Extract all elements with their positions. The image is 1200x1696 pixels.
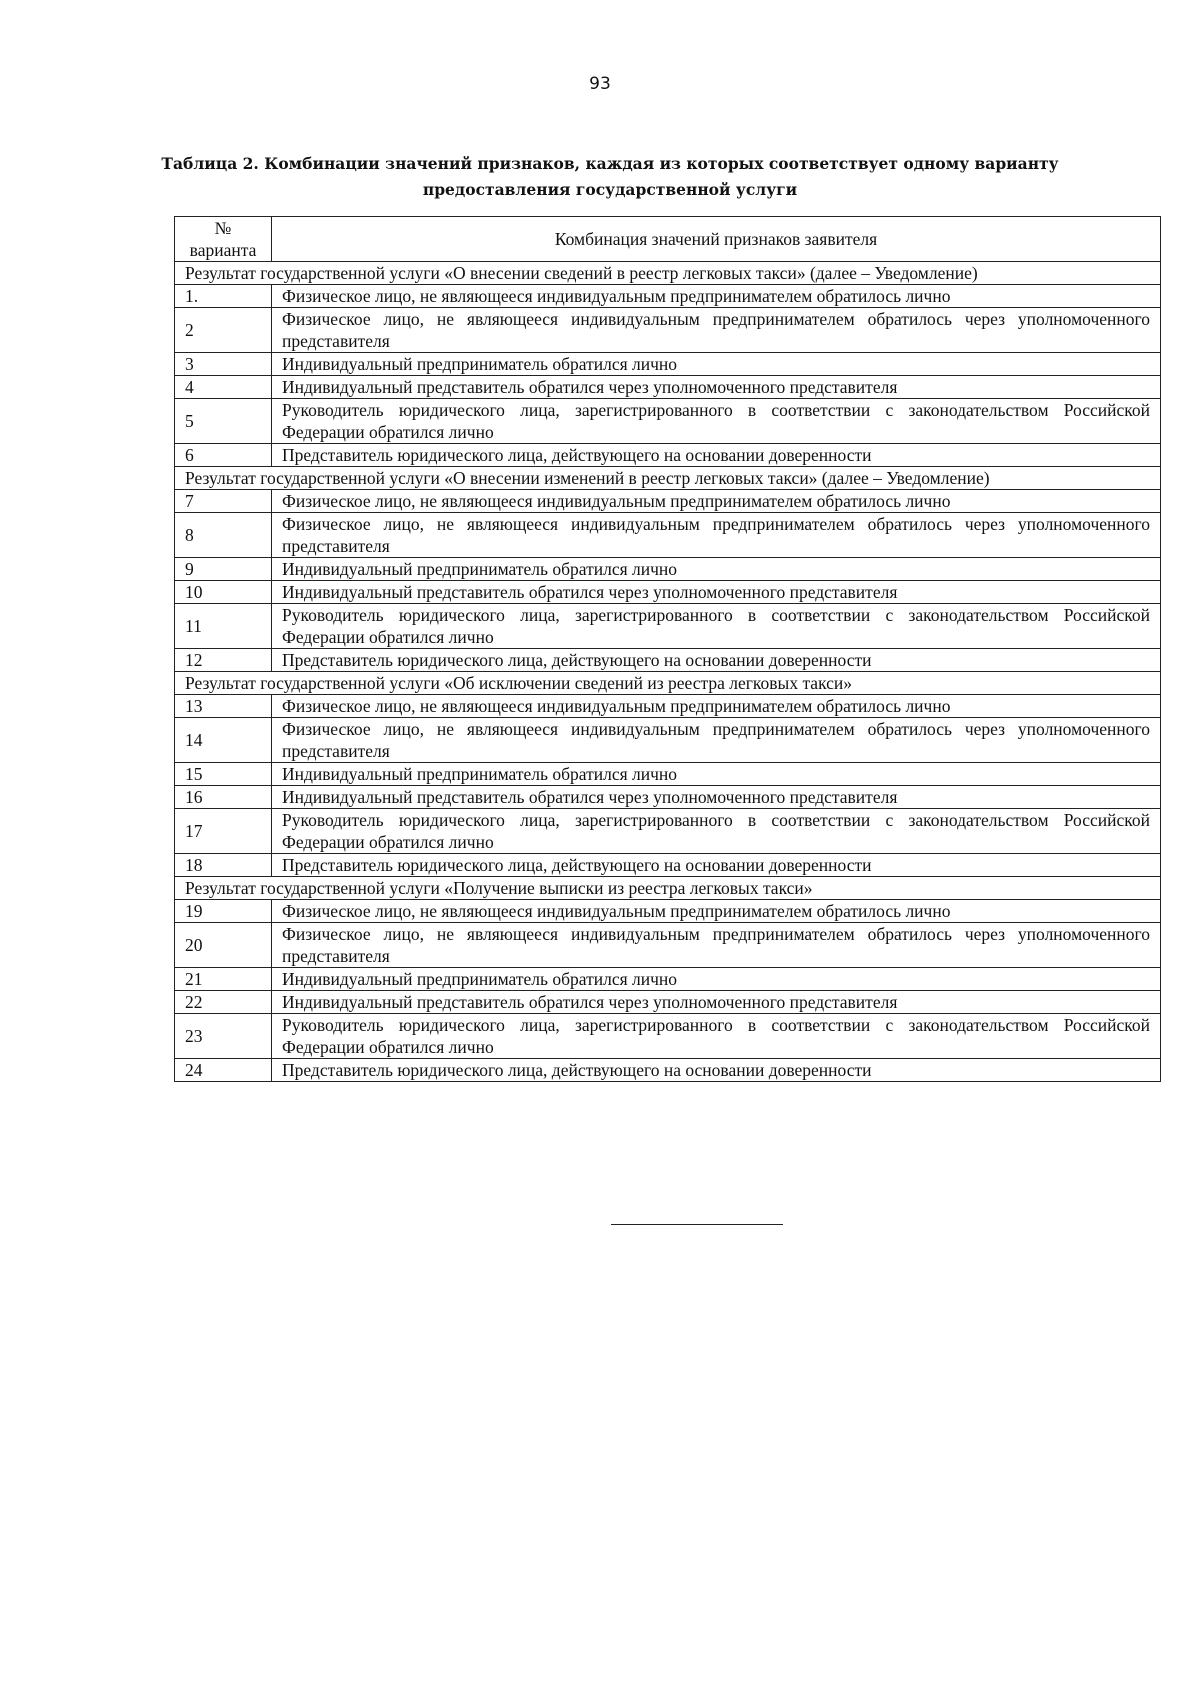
table-row: [175, 353, 1161, 376]
variant-description: Физическое лицо, не являющееся индивидуальным предпринимателем обратилось лично: [272, 490, 1161, 513]
table-row: [175, 604, 1161, 649]
variant-description: Физическое лицо, не являющееся индивидуальным предпринимателем обратилось через уполномоченного представителя: [272, 718, 1161, 763]
variant-number: 18: [175, 854, 272, 877]
variant-number: 24: [175, 1059, 272, 1082]
table-row: [175, 809, 1161, 854]
variant-description: Представитель юридического лица, действующего на основании доверенности: [272, 444, 1161, 467]
table-row: [175, 399, 1161, 444]
section-row: [175, 672, 1161, 695]
variant-number: 4: [175, 376, 272, 399]
table-row: [175, 718, 1161, 763]
table-row: [175, 1059, 1161, 1082]
variant-number: 8: [175, 513, 272, 558]
variant-description: Индивидуальный предприниматель обратился лично: [272, 353, 1161, 376]
table-row: [175, 376, 1161, 399]
variant-number: 13: [175, 695, 272, 718]
table-row: [175, 285, 1161, 308]
variant-number: 20: [175, 923, 272, 968]
variant-description: Физическое лицо, не являющееся индивидуальным предпринимателем обратилось лично: [272, 695, 1161, 718]
variant-description: Индивидуальный предприниматель обратился лично: [272, 558, 1161, 581]
variant-number: 3: [175, 353, 272, 376]
variant-number: 17: [175, 809, 272, 854]
variant-description: Руководитель юридического лица, зарегистрированного в соответствии с законодательством Российской Федерации обратился лично: [272, 809, 1161, 854]
table-row: [175, 308, 1161, 353]
table-row: [175, 490, 1161, 513]
variant-number: 5: [175, 399, 272, 444]
table-row: [175, 1014, 1161, 1059]
section-row: [175, 877, 1161, 900]
header-variant-word: варианта: [189, 240, 257, 260]
table-row: [175, 649, 1161, 672]
variant-number: 1.: [175, 285, 272, 308]
table-row: [175, 444, 1161, 467]
variants-table: [174, 216, 1161, 1082]
variant-number: 12: [175, 649, 272, 672]
variant-number: 23: [175, 1014, 272, 1059]
header-number-sign: №: [214, 218, 232, 238]
variant-description: Индивидуальный предприниматель обратился лично: [272, 968, 1161, 991]
variant-description: Физическое лицо, не являющееся индивидуальным предпринимателем обратилось лично: [272, 900, 1161, 923]
section-title: Результат государственной услуги «Об исключении сведений из реестра легковых такси»: [175, 672, 1161, 695]
page-number: 93: [589, 74, 611, 94]
variant-number: 2: [175, 308, 272, 353]
table-row: [175, 513, 1161, 558]
variant-description: Физическое лицо, не являющееся индивидуальным предпринимателем обратилось через уполномоченного представителя: [272, 923, 1161, 968]
table-header-row: [175, 217, 1161, 262]
variant-number: 15: [175, 763, 272, 786]
variant-number: 11: [175, 604, 272, 649]
table-row: [175, 581, 1161, 604]
table-row: [175, 968, 1161, 991]
table-row: [175, 991, 1161, 1014]
table-row: [175, 900, 1161, 923]
table-row: [175, 786, 1161, 809]
table-row: [175, 763, 1161, 786]
variant-number: 14: [175, 718, 272, 763]
section-title: Результат государственной услуги «О внесении сведений в реестр легковых такси» (далее – Уведомление): [175, 262, 1161, 285]
variant-number: 19: [175, 900, 272, 923]
table-row: [175, 695, 1161, 718]
table-row: [175, 854, 1161, 877]
variant-description: Индивидуальный предприниматель обратился лично: [272, 763, 1161, 786]
variant-description: Руководитель юридического лица, зарегистрированного в соответствии с законодательством Российской Федерации обратился лично: [272, 604, 1161, 649]
section-row: [175, 467, 1161, 490]
variants-table-body: [175, 217, 1161, 1082]
variant-description: Представитель юридического лица, действующего на основании доверенности: [272, 649, 1161, 672]
table-row: [175, 558, 1161, 581]
variant-description: Представитель юридического лица, действующего на основании доверенности: [272, 854, 1161, 877]
header-variant-number: [175, 217, 272, 262]
variant-description: Индивидуальный представитель обратился через уполномоченного представителя: [272, 376, 1161, 399]
variant-number: 6: [175, 444, 272, 467]
variant-description: Физическое лицо, не являющееся индивидуальным предпринимателем обратилось через уполномоченного представителя: [272, 308, 1161, 353]
variant-number: 22: [175, 991, 272, 1014]
variant-description: Физическое лицо, не являющееся индивидуальным предпринимателем обратилось лично: [272, 285, 1161, 308]
table-caption: Таблица 2. Комбинации значений признаков, каждая из которых соответствует одному варианту предоставления государственной услуги: [161, 154, 1059, 199]
section-title: Результат государственной услуги «Получение выписки из реестра легковых такси»: [175, 877, 1161, 900]
variant-description: Индивидуальный представитель обратился через уполномоченного представителя: [272, 581, 1161, 604]
variant-description: Руководитель юридического лица, зарегистрированного в соответствии с законодательством Российской Федерации обратился лично: [272, 399, 1161, 444]
variant-description: Представитель юридического лица, действующего на основании доверенности: [272, 1059, 1161, 1082]
section-row: [175, 262, 1161, 285]
variant-number: 10: [175, 581, 272, 604]
variant-number: 21: [175, 968, 272, 991]
section-title: Результат государственной услуги «О внесении изменений в реестр легковых такси» (далее – Уведомление): [175, 467, 1161, 490]
variant-description: Индивидуальный представитель обратился через уполномоченного представителя: [272, 991, 1161, 1014]
variant-description: Физическое лицо, не являющееся индивидуальным предпринимателем обратилось через уполномоченного представителя: [272, 513, 1161, 558]
header-combination: Комбинация значений признаков заявителя: [272, 217, 1161, 262]
variant-number: 7: [175, 490, 272, 513]
variant-description: Руководитель юридического лица, зарегистрированного в соответствии с законодательством Российской Федерации обратился лично: [272, 1014, 1161, 1059]
separator-line: [611, 1224, 783, 1225]
variant-number: 16: [175, 786, 272, 809]
table-row: [175, 923, 1161, 968]
variant-number: 9: [175, 558, 272, 581]
variant-description: Индивидуальный представитель обратился через уполномоченного представителя: [272, 786, 1161, 809]
